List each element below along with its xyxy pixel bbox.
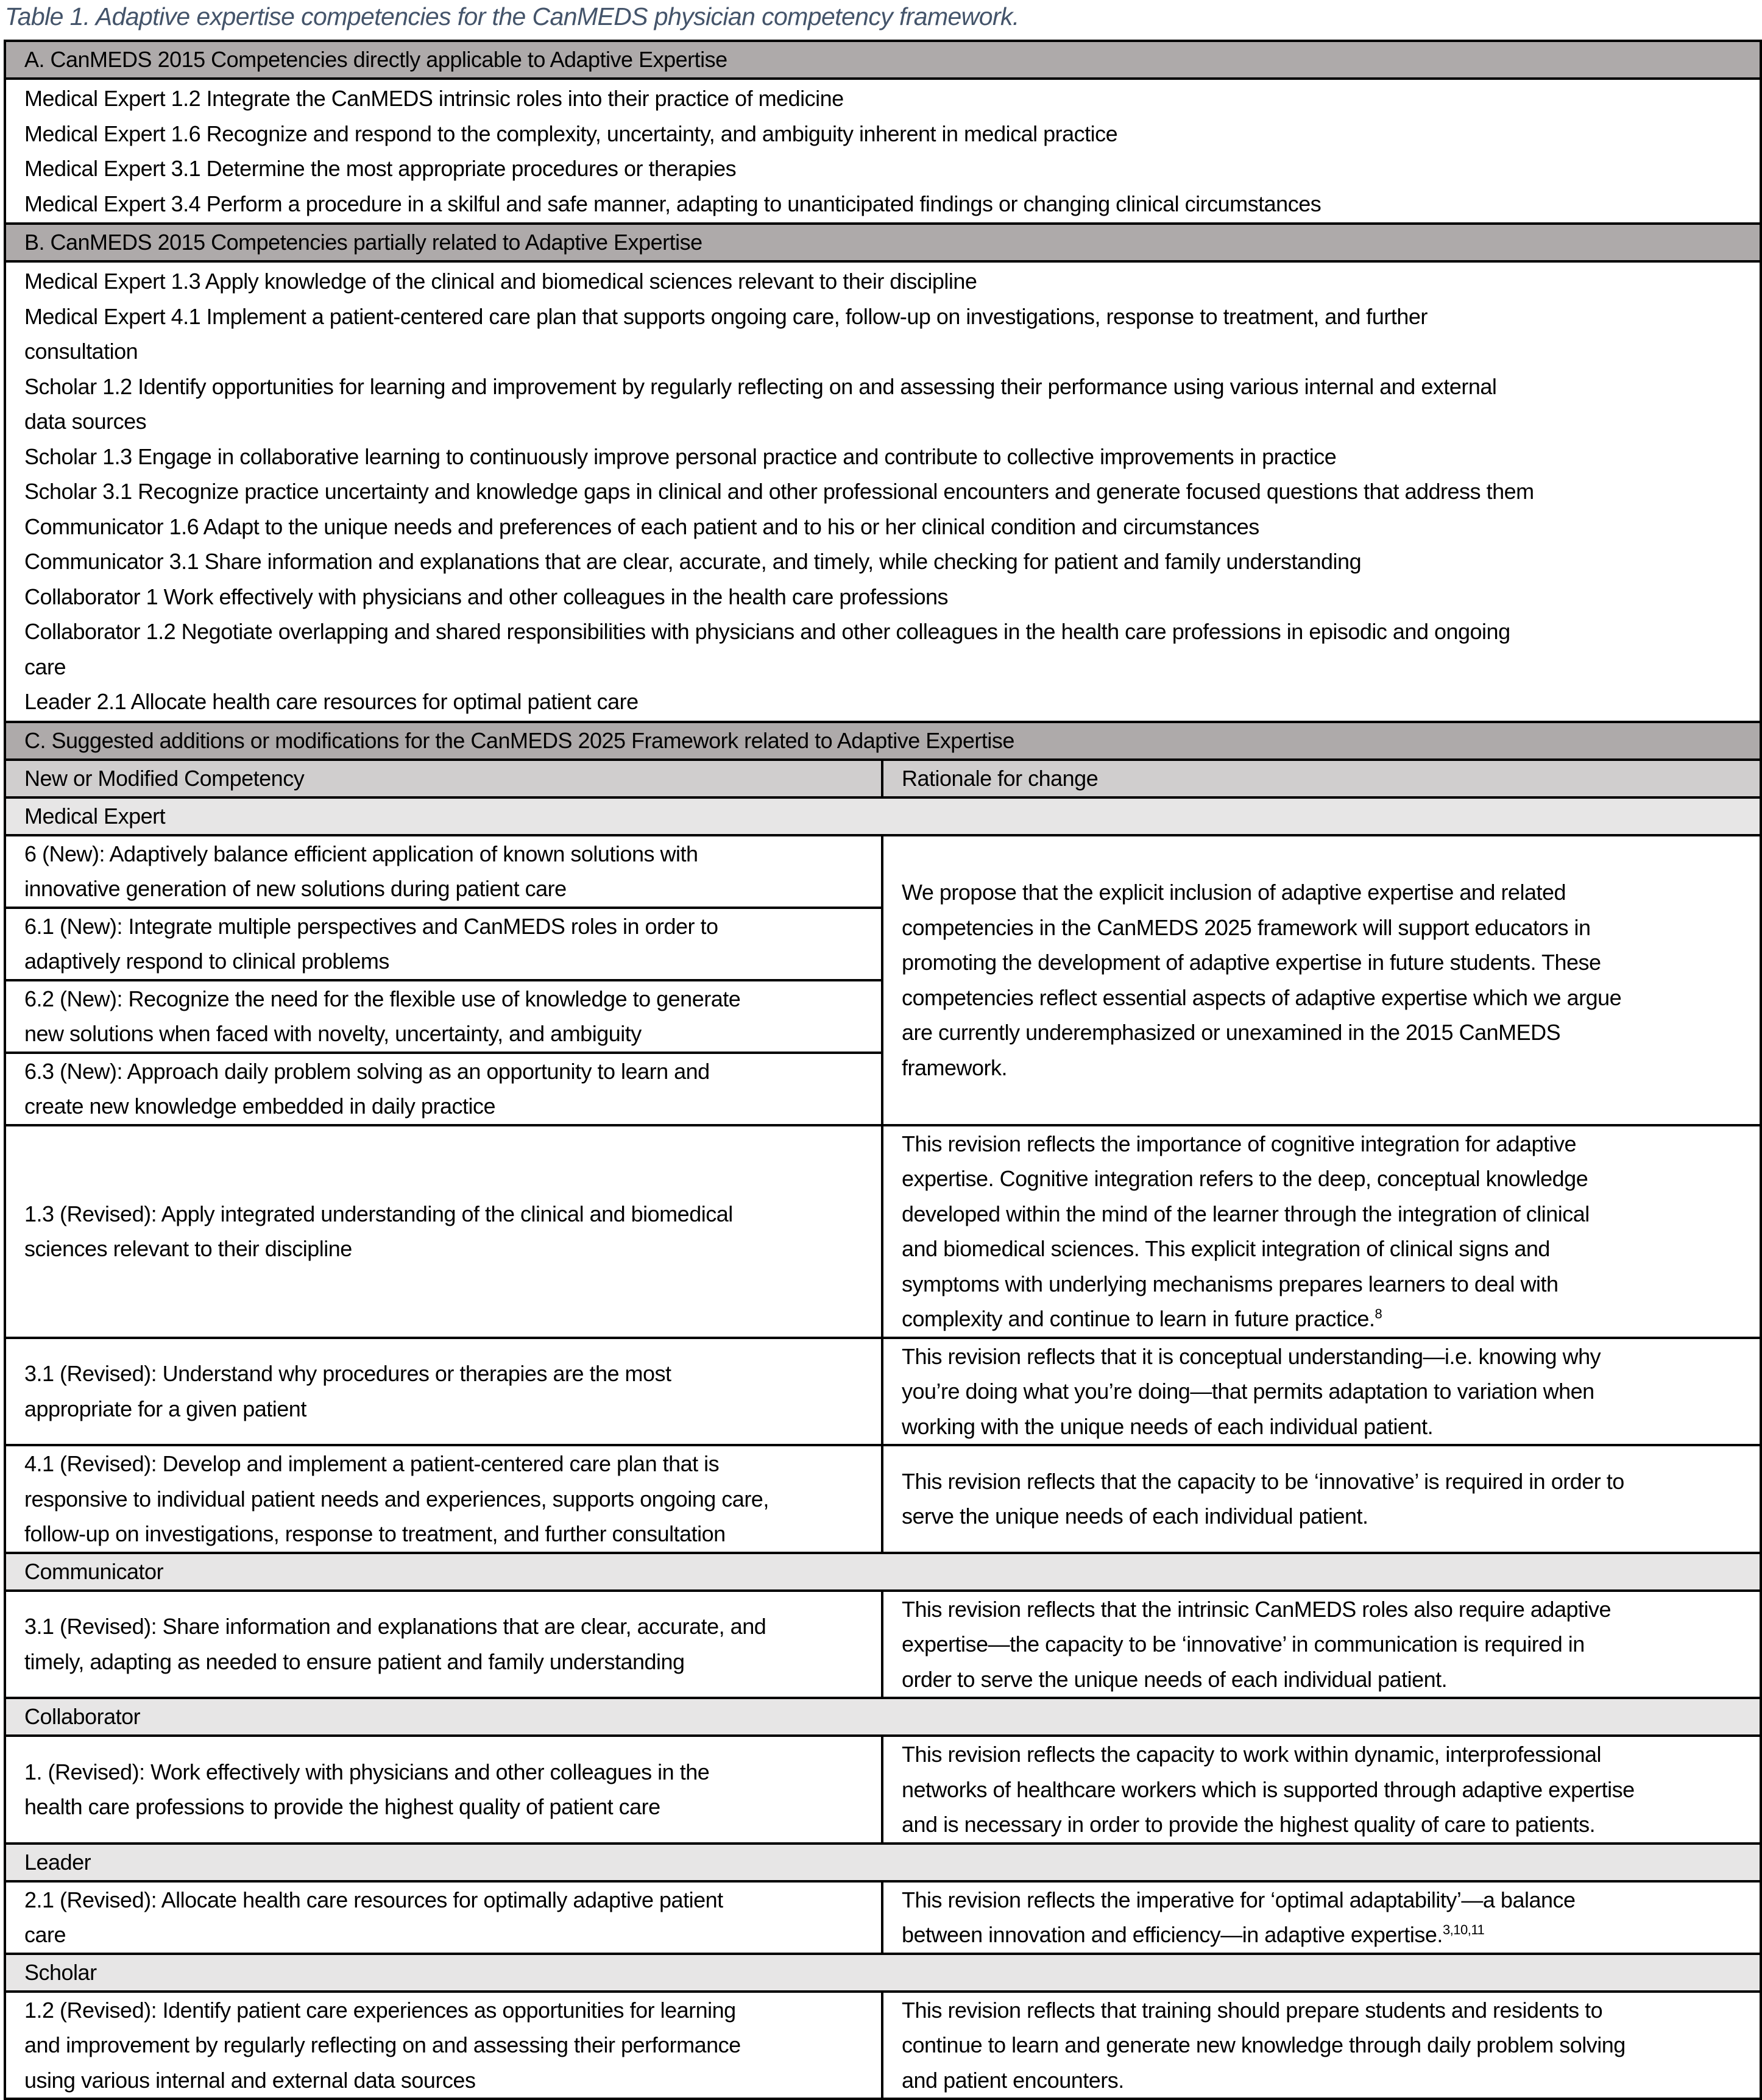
section-b-header-row <box>5 224 1761 261</box>
text-line: order to serve the unique needs of each individual patient. <box>902 1666 1448 1692</box>
competency-list <box>5 261 1761 722</box>
rationale-cell <box>882 1125 1761 1338</box>
rationale-cell <box>882 1881 1761 1954</box>
role-header-row <box>5 797 1761 835</box>
competency-cell <box>5 1053 882 1125</box>
list-item <box>24 299 1744 369</box>
competency-table <box>4 40 1762 2100</box>
text-line: Communicator 3.1 Share information and explanations that are clear, accurate, and timely, while checking for patient and family understanding <box>24 549 1362 574</box>
competency-cell <box>5 1881 882 1954</box>
text-line: you’re doing what you’re doing—that permits adaptation to variation when <box>902 1379 1594 1404</box>
section-c-header-row <box>5 722 1761 760</box>
text-line: This revision reflects that training should prepare students and residents to <box>902 1997 1603 2023</box>
role-header: Scholar <box>5 1954 1761 1992</box>
text-line: competencies in the CanMEDS 2025 framework will support educators in <box>902 914 1591 940</box>
text-line: sciences relevant to their discipline <box>24 1236 352 1261</box>
text-line: working with the unique needs of each individual patient. <box>902 1413 1434 1439</box>
text-line: This revision reflects that it is conceptual understanding—i.e. knowing why <box>902 1343 1601 1369</box>
text-line: We propose that the explicit inclusion of adaptive expertise and related <box>902 880 1566 905</box>
text-line: symptoms with underlying mechanisms prepares learners to deal with <box>902 1271 1559 1296</box>
text-line: This revision reflects the imperative for ‘optimal adaptability’—a balance <box>902 1887 1576 1912</box>
section-a-header-row <box>5 41 1761 79</box>
competency-row <box>5 1338 1761 1446</box>
list-item <box>24 439 1744 475</box>
text-line: new solutions when faced with novelty, uncertainty, and ambiguity <box>24 1021 642 1046</box>
column-header: New or Modified Competency <box>5 760 882 797</box>
competency-cell <box>5 1992 882 2099</box>
text-line: competencies reflect essential aspects of adaptive expertise which we argue <box>902 985 1622 1010</box>
competency-row <box>5 835 1761 908</box>
text-line: framework. <box>902 1055 1008 1080</box>
text-line: are currently underemphasized or unexamined in the 2015 CanMEDS <box>902 1020 1561 1045</box>
text-line: Medical Expert 4.1 Implement a patient-centered care plan that supports ongoing care, follow-up on investigations, response to treatment, and further <box>24 303 1428 329</box>
text-line: 1.2 (Revised): Identify patient care experiences as opportunities for learning <box>24 1997 736 2023</box>
text-line: serve the unique needs of each individual patient. <box>902 1504 1368 1529</box>
section-b-header: B. CanMEDS 2015 Competencies partially related to Adaptive Expertise <box>5 224 1761 261</box>
text-line: promoting the development of adaptive expertise in future students. These <box>902 950 1601 975</box>
line-wrap <box>902 1917 1744 1953</box>
list-item <box>24 186 1744 222</box>
text-line: 1. (Revised): Work effectively with physicians and other colleagues in the <box>24 1759 710 1784</box>
competency-cell <box>5 835 882 908</box>
text-line: innovative generation of new solutions during patient care <box>24 876 567 901</box>
text-line: and is necessary in order to provide the highest quality of care to patients. <box>902 1812 1596 1837</box>
text-line: care <box>24 654 66 679</box>
competency-cell <box>5 1445 882 1553</box>
text-line: Medical Expert 1.3 Apply knowledge of the clinical and biomedical sciences relevant to their discipline <box>24 269 977 294</box>
text-line: timely, adapting as needed to ensure patient and family understanding <box>24 1649 685 1674</box>
list-item <box>24 264 1744 299</box>
section-a-header: A. CanMEDS 2015 Competencies directly applicable to Adaptive Expertise <box>5 41 1761 79</box>
text-line: and patient encounters. <box>902 2067 1124 2093</box>
list-item <box>24 614 1744 684</box>
rationale-cell <box>882 835 1761 1125</box>
competency-cell <box>5 1125 882 1338</box>
text-line: Scholar 3.1 Recognize practice uncertainty and knowledge gaps in clinical and other professional encounters and generate focused questions that address them <box>24 479 1534 504</box>
text-line: Medical Expert 3.4 Perform a procedure in a skilful and safe manner, adapting to unanticipated findings or changing clinical circumstances <box>24 191 1321 216</box>
text-line: between innovation and efficiency—in adaptive expertise. <box>902 1922 1443 1947</box>
role-header-row <box>5 1844 1761 1881</box>
text-line: 1.3 (Revised): Apply integrated understanding of the clinical and biomedical <box>24 1201 733 1226</box>
list-item <box>24 579 1744 615</box>
role-header-row <box>5 1954 1761 1992</box>
text-line: data sources <box>24 409 147 434</box>
text-line: 6.1 (New): Integrate multiple perspectives and CanMEDS roles in order to <box>24 913 718 939</box>
text-line: and improvement by regularly reflecting on and assessing their performance <box>24 2032 741 2057</box>
footnote-reference: 3,10,11 <box>1442 1922 1485 1937</box>
competency-cell <box>5 980 882 1053</box>
text-line: Communicator 1.6 Adapt to the unique needs and preferences of each patient and to his or her clinical condition and circumstances <box>24 514 1259 539</box>
text-line: expertise—the capacity to be ‘innovative’ in communication is required in <box>902 1632 1585 1656</box>
column-header-row <box>5 760 1761 797</box>
text-line: Leader 2.1 Allocate health care resources for optimal patient care <box>24 689 639 714</box>
footnote-reference: 8 <box>1375 1306 1382 1321</box>
text-line: using various internal and external data sources <box>24 2067 476 2093</box>
competency-list <box>5 79 1761 224</box>
rationale-cell <box>882 1736 1761 1844</box>
text-line: continue to learn and generate new knowledge through daily problem solving <box>902 2032 1626 2057</box>
text-line: 3.1 (Revised): Understand why procedures or therapies are the most <box>24 1361 671 1387</box>
section-b-list <box>5 261 1761 722</box>
text-line: create new knowledge embedded in daily practice <box>24 1094 495 1119</box>
list-item <box>24 116 1744 152</box>
competency-row <box>5 1992 1761 2099</box>
text-line: 6 (New): Adaptively balance efficient application of known solutions with <box>24 841 698 866</box>
competency-cell <box>5 1338 882 1446</box>
text-line: This revision reflects the importance of cognitive integration for adaptive <box>902 1131 1577 1156</box>
text-line: developed within the mind of the learner through the integration of clinical <box>902 1201 1590 1226</box>
section-c-header: C. Suggested additions or modifications for the CanMEDS 2025 Framework related to Adaptive Expertise <box>5 722 1761 760</box>
rationale-cell <box>882 1591 1761 1699</box>
text-line: 4.1 (Revised): Develop and implement a patient-centered care plan that is <box>24 1451 720 1476</box>
list-item <box>24 151 1744 186</box>
text-line: 6.2 (New): Recognize the need for the flexible use of knowledge to generate <box>24 986 741 1011</box>
role-header-row <box>5 1553 1761 1591</box>
rationale-cell <box>882 1992 1761 2099</box>
text-line: consultation <box>24 339 138 364</box>
text-line: health care professions to provide the highest quality of patient care <box>24 1794 660 1820</box>
text-line: appropriate for a given patient <box>24 1396 306 1421</box>
rationale-cell <box>882 1338 1761 1446</box>
list-item <box>24 509 1744 545</box>
text-line: adaptively respond to clinical problems <box>24 949 389 974</box>
text-line: complexity and continue to learn in future practice. <box>902 1306 1375 1331</box>
text-line: Scholar 1.3 Engage in collaborative learning to continuously improve personal practice and contribute to collective improvements in practice <box>24 444 1337 469</box>
competency-cell <box>5 1591 882 1699</box>
role-header: Medical Expert <box>5 797 1761 835</box>
competency-row <box>5 1125 1761 1338</box>
text-line: and biomedical sciences. This explicit integration of clinical signs and <box>902 1236 1550 1261</box>
text-line: Collaborator 1.2 Negotiate overlapping and shared responsibilities with physicians and other colleagues in the health care professions in episodic and ongoing <box>24 619 1510 644</box>
section-a-list <box>5 79 1761 224</box>
text-line: Collaborator 1 Work effectively with physicians and other colleagues in the health care professions <box>24 584 949 609</box>
text-line: This revision reflects that the intrinsic CanMEDS roles also require adaptive <box>902 1596 1612 1622</box>
list-item <box>24 81 1744 116</box>
role-header: Collaborator <box>5 1698 1761 1736</box>
text-line: expertise. Cognitive integration refers to the deep, conceptual knowledge <box>902 1166 1588 1191</box>
list-item <box>24 369 1744 439</box>
text-line: follow-up on investigations, response to treatment, and further consultation <box>24 1521 726 1546</box>
text-line: This revision reflects that the capacity to be ‘innovative’ is required in order to <box>902 1468 1624 1494</box>
line-wrap <box>902 1301 1744 1337</box>
list-item <box>24 684 1744 719</box>
text-line: 2.1 (Revised): Allocate health care resources for optimally adaptive patient <box>24 1887 723 1912</box>
role-header: Leader <box>5 1844 1761 1881</box>
text-line: responsive to individual patient needs and experiences, supports ongoing care, <box>24 1486 769 1511</box>
table-caption: Table 1. Adaptive expertise competencies for the CanMEDS physician competency framework. <box>5 2 1019 30</box>
text-line: Medical Expert 1.2 Integrate the CanMEDS intrinsic roles into their practice of medicine <box>24 86 844 111</box>
text-line: 6.3 (New): Approach daily problem solving as an opportunity to learn and <box>24 1058 710 1084</box>
text-line: care <box>24 1922 66 1947</box>
competency-row <box>5 1591 1761 1699</box>
text-line: Scholar 1.2 Identify opportunities for learning and improvement by regularly reflecting on and assessing their performance using various internal and external <box>24 373 1497 399</box>
column-header: Rationale for change <box>882 760 1761 797</box>
role-header-row <box>5 1698 1761 1736</box>
competency-row <box>5 1736 1761 1844</box>
list-item <box>24 544 1744 579</box>
rationale-cell <box>882 1445 1761 1553</box>
text-line: This revision reflects the capacity to work within dynamic, interprofessional <box>902 1742 1601 1767</box>
text-line: Medical Expert 3.1 Determine the most appropriate procedures or therapies <box>24 156 737 181</box>
list-item <box>24 474 1744 509</box>
role-header: Communicator <box>5 1553 1761 1591</box>
text-line: 3.1 (Revised): Share information and explanations that are clear, accurate, and <box>24 1614 766 1639</box>
competency-cell <box>5 1736 882 1844</box>
competency-row <box>5 1881 1761 1954</box>
competency-cell <box>5 908 882 980</box>
text-line: networks of healthcare workers which is supported through adaptive expertise <box>902 1777 1635 1802</box>
competency-row <box>5 1445 1761 1553</box>
text-line: Medical Expert 1.6 Recognize and respond to the complexity, uncertainty, and ambiguity inherent in medical practice <box>24 121 1118 146</box>
